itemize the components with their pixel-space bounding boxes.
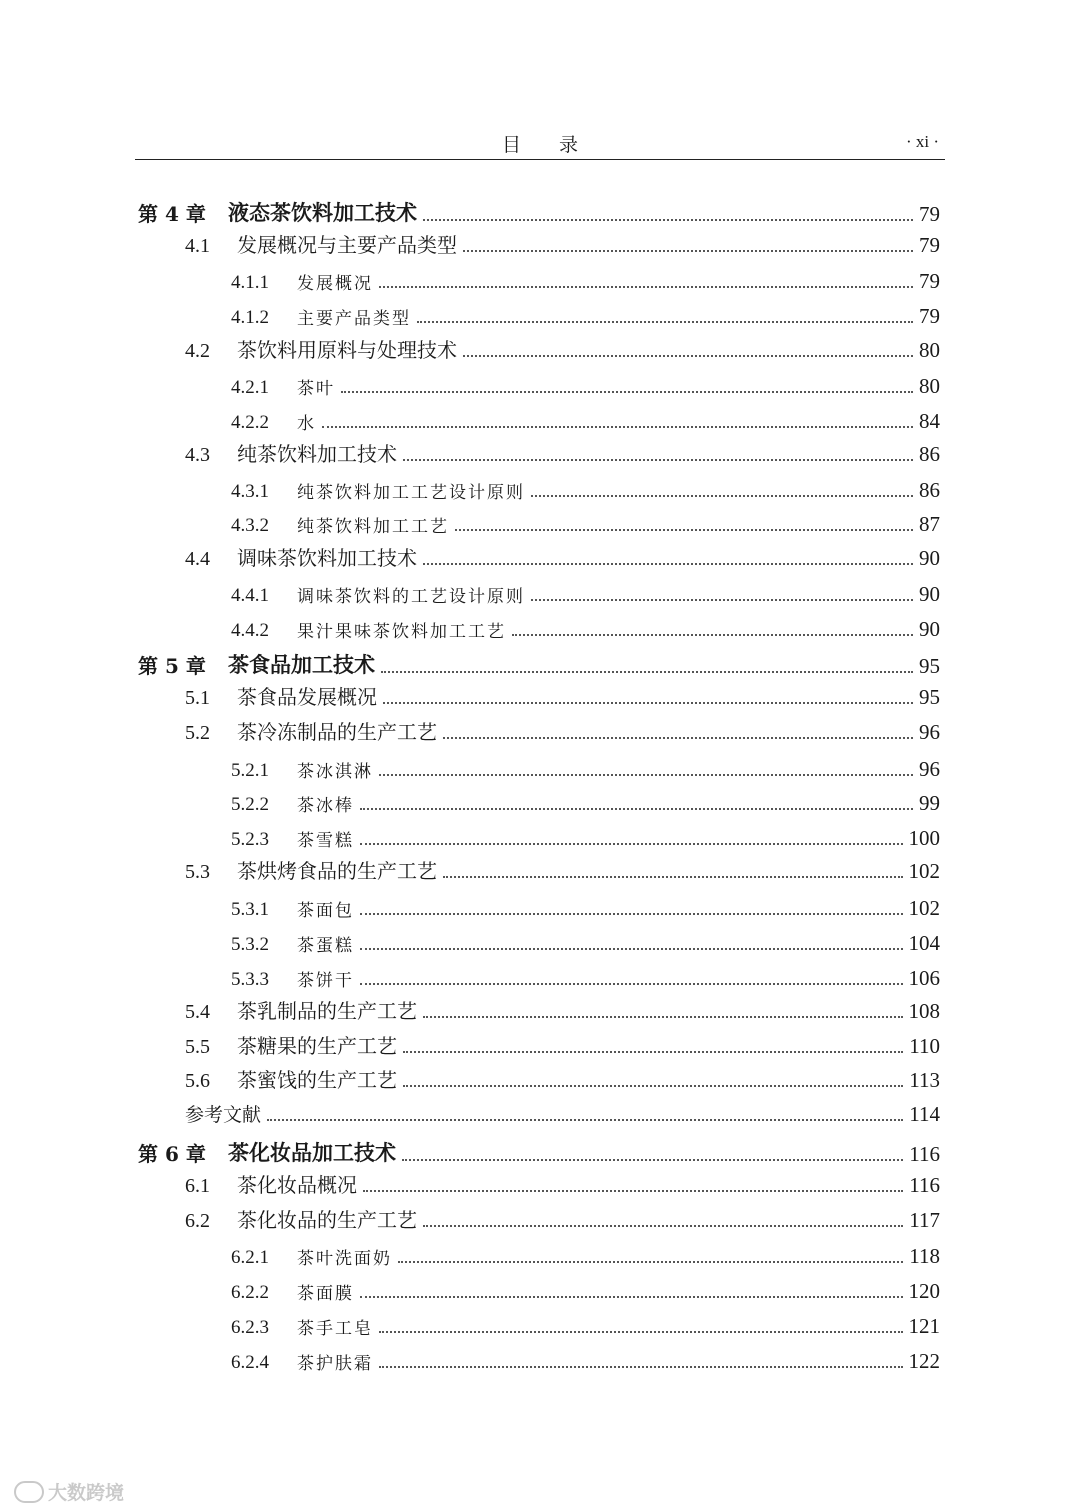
toc-entry-number: 第 6 章 — [138, 1142, 206, 1166]
toc-entry-title: 参考文献 — [185, 1104, 262, 1126]
toc-section-row[interactable] — [138, 1164, 940, 1198]
toc-entry-title: 纯茶饮料加工工艺设计原则 — [297, 483, 525, 503]
toc-entry-number: 5.3 — [185, 861, 210, 883]
toc-chapter-row[interactable] — [138, 193, 940, 227]
toc-page-number: 79 — [919, 202, 940, 226]
dot-leader — [379, 286, 913, 288]
toc-subsection-row[interactable] — [138, 957, 940, 991]
toc-page-number: 99 — [919, 791, 940, 815]
toc-subsection-row[interactable] — [138, 887, 940, 921]
toc-page-number: 104 — [908, 931, 940, 955]
toc-page-number: 79 — [919, 269, 940, 293]
toc-subsection-row[interactable] — [138, 260, 940, 294]
toc-section-row[interactable] — [138, 850, 940, 884]
toc-page-number: 110 — [909, 1034, 940, 1058]
toc-page-number: 116 — [909, 1173, 940, 1197]
dot-leader — [360, 843, 903, 845]
toc-subsection-row[interactable] — [138, 1270, 940, 1304]
toc-subsection-row[interactable] — [138, 608, 940, 642]
toc-entry-number: 第 4 章 — [138, 202, 206, 226]
dot-leader — [531, 495, 913, 497]
toc-entry-number: 4.3.1 — [231, 481, 269, 502]
toc-entry-number: 5.3.3 — [231, 969, 269, 990]
toc-page-number: 117 — [909, 1208, 940, 1232]
dot-leader — [360, 808, 913, 810]
dot-leader — [443, 737, 913, 739]
toc-entry-number: 第 5 章 — [138, 654, 206, 678]
toc-section-row[interactable] — [138, 676, 940, 710]
toc-entry-number: 4.2 — [185, 340, 210, 362]
toc-entry-number: 5.2.1 — [231, 760, 269, 781]
dot-leader — [322, 426, 913, 428]
dot-leader — [455, 529, 913, 531]
toc-page-number: 120 — [908, 1279, 940, 1303]
toc-entry-title: 茶化妆品概况 — [237, 1173, 357, 1197]
dot-leader — [267, 1119, 903, 1121]
toc-entry-title: 茶烘烤食品的生产工艺 — [237, 859, 437, 883]
toc-subsection-row[interactable] — [138, 503, 940, 537]
toc-page-number: 96 — [919, 720, 940, 744]
toc-page-number: 86 — [919, 478, 940, 502]
toc-entry-number: 5.4 — [185, 1001, 210, 1023]
toc-page-number: 116 — [909, 1142, 940, 1166]
toc-page-number: 90 — [919, 546, 940, 570]
header-rule — [135, 159, 945, 160]
dot-leader — [423, 1016, 903, 1018]
toc-entry-title: 果汁果味茶饮料加工工艺 — [297, 622, 506, 642]
toc-entry-title: 茶面膜 — [297, 1284, 354, 1304]
toc-entry-title: 液态茶饮料加工技术 — [228, 200, 417, 225]
toc-entry-number: 4.3 — [185, 444, 210, 466]
dot-leader — [531, 599, 913, 601]
toc-page-number: 79 — [919, 304, 940, 328]
dot-leader — [403, 459, 913, 461]
toc-section-row[interactable] — [138, 329, 940, 363]
toc-entry-title: 调味茶饮料加工技术 — [237, 546, 417, 570]
dot-leader — [463, 355, 913, 357]
toc-chapter-row[interactable] — [138, 1133, 940, 1167]
toc-page-number: 113 — [909, 1068, 940, 1092]
toc-section-row[interactable] — [138, 711, 940, 745]
toc-section-row[interactable] — [138, 990, 940, 1024]
dot-leader — [403, 1085, 903, 1087]
toc-page-number: 102 — [908, 859, 940, 883]
toc-entry-title: 茶饼干 — [297, 971, 354, 991]
toc-entry-title: 发展概况与主要产品类型 — [237, 233, 457, 257]
toc-page-number: 114 — [909, 1102, 940, 1126]
dot-leader — [443, 876, 903, 878]
dot-leader — [423, 563, 913, 565]
toc-entry-number: 5.6 — [185, 1070, 210, 1092]
dot-leader — [360, 948, 903, 950]
toc-entry-number: 4.2.2 — [231, 412, 269, 433]
toc-refs-row[interactable] — [138, 1093, 940, 1127]
dot-leader — [379, 1331, 903, 1333]
toc-page-number: 100 — [908, 826, 940, 850]
dot-leader — [381, 671, 913, 673]
toc-subsection-row[interactable] — [138, 1305, 940, 1339]
toc-page-number: 95 — [919, 654, 940, 678]
toc-entry-title: 茶蜜饯的生产工艺 — [237, 1068, 397, 1092]
toc-entry-title: 茶叶 — [297, 379, 335, 399]
toc-entry-title: 茶面包 — [297, 901, 354, 921]
toc-entry-number: 4.1.1 — [231, 272, 269, 293]
toc-entry-number: 5.3.1 — [231, 899, 269, 920]
toc-section-row[interactable] — [138, 1059, 940, 1093]
toc-page-number: 121 — [908, 1314, 940, 1338]
toc-entry-title: 茶饮料用原料与处理技术 — [237, 338, 457, 362]
toc-entry-title: 纯茶饮料加工技术 — [237, 442, 397, 466]
toc-section-row[interactable] — [138, 433, 940, 467]
toc-subsection-row[interactable] — [138, 1340, 940, 1374]
toc-entry-title: 茶食品发展概况 — [237, 685, 377, 709]
dot-leader — [363, 1190, 903, 1192]
toc-entry-number: 4.4.2 — [231, 620, 269, 641]
toc-subsection-row[interactable] — [138, 295, 940, 329]
dot-leader — [379, 1366, 903, 1368]
toc-subsection-row[interactable] — [138, 365, 940, 399]
toc-entry-number: 5.3.2 — [231, 934, 269, 955]
toc-entry-title: 茶叶洗面奶 — [297, 1249, 392, 1269]
toc-entry-number: 5.5 — [185, 1036, 210, 1058]
dot-leader — [403, 1051, 903, 1053]
toc-subsection-row[interactable] — [138, 573, 940, 607]
dot-leader — [417, 321, 913, 323]
toc-entry-title: 茶冷冻制品的生产工艺 — [237, 720, 437, 744]
toc-subsection-row[interactable] — [138, 922, 940, 956]
toc-chapter-row[interactable] — [138, 645, 940, 679]
toc-section-row[interactable] — [138, 1025, 940, 1059]
dot-leader — [402, 1159, 903, 1161]
toc-entry-title: 茶手工皂 — [297, 1319, 373, 1339]
toc-entry-number: 5.1 — [185, 687, 210, 709]
toc-page-number: 118 — [909, 1244, 940, 1268]
toc-page-number: 84 — [919, 409, 940, 433]
dot-leader — [341, 391, 913, 393]
dot-leader — [512, 634, 913, 636]
toc-entry-number: 6.1 — [185, 1175, 210, 1197]
toc-entry-number: 6.2.2 — [231, 1282, 269, 1303]
dot-leader — [379, 774, 913, 776]
toc-entry-number: 4.3.2 — [231, 515, 269, 536]
dot-leader — [383, 702, 913, 704]
toc-entry-title: 水 — [297, 414, 316, 434]
toc-entry-number: 6.2.1 — [231, 1247, 269, 1268]
toc-entry-number: 4.4 — [185, 548, 210, 570]
toc-entry-title: 茶雪糕 — [297, 831, 354, 851]
toc-entry-title: 茶乳制品的生产工艺 — [237, 999, 417, 1023]
toc-page-number: 80 — [919, 374, 940, 398]
toc-entry-number: 4.2.1 — [231, 377, 269, 398]
toc-entry-title: 主要产品类型 — [297, 309, 411, 329]
toc-page-number: 102 — [908, 896, 940, 920]
toc-section-row[interactable] — [138, 1199, 940, 1233]
toc-entry-title: 茶护肤霜 — [297, 1354, 373, 1374]
toc-entry-number: 5.2 — [185, 722, 210, 744]
toc-entry-number: 5.2.2 — [231, 794, 269, 815]
toc-entry-number: 6.2.3 — [231, 1317, 269, 1338]
toc-page-number: 95 — [919, 685, 940, 709]
toc-entry-number: 4.1.2 — [231, 307, 269, 328]
toc-subsection-row[interactable] — [138, 748, 940, 782]
dot-leader — [360, 1296, 903, 1298]
watermark — [14, 1478, 124, 1505]
toc-section-row[interactable] — [138, 537, 940, 571]
toc-page-number: 87 — [919, 512, 940, 536]
toc-page-number: 79 — [919, 233, 940, 257]
toc-entry-title: 茶食品加工技术 — [228, 652, 375, 677]
toc-entry-title: 茶糖果的生产工艺 — [237, 1034, 397, 1058]
toc-page-number: 96 — [919, 757, 940, 781]
toc-page-number: 106 — [908, 966, 940, 990]
toc-entry-title: 茶冰棒 — [297, 796, 354, 816]
toc-subsection-row[interactable] — [138, 1235, 940, 1269]
dot-leader — [423, 219, 913, 221]
toc-page-number: 90 — [919, 582, 940, 606]
toc-entry-title: 茶化妆品加工技术 — [228, 1140, 396, 1165]
toc-entry-title: 茶冰淇淋 — [297, 762, 373, 782]
toc-subsection-row[interactable] — [138, 400, 940, 434]
dot-leader — [360, 913, 903, 915]
toc-entry-title: 茶蛋糕 — [297, 936, 354, 956]
toc-entry-number: 4.1 — [185, 235, 210, 257]
dot-leader — [423, 1225, 903, 1227]
watermark-text: 大数跨境 — [48, 1482, 125, 1504]
toc-entry-title: 发展概况 — [297, 274, 373, 294]
dot-leader — [360, 983, 903, 985]
toc-section-row[interactable] — [138, 224, 940, 258]
watermark-logo-icon — [14, 1481, 44, 1503]
toc-entry-number: 5.2.3 — [231, 829, 269, 850]
toc-subsection-row[interactable] — [138, 817, 940, 851]
toc-entry-title: 调味茶饮料的工艺设计原则 — [297, 587, 525, 607]
page-marker: · xi · — [905, 132, 939, 151]
page-header — [135, 126, 945, 160]
toc-page-number: 80 — [919, 338, 940, 362]
toc-entry-number: 6.2.4 — [231, 1352, 269, 1373]
toc-page-number: 90 — [919, 617, 940, 641]
dot-leader — [463, 250, 913, 252]
dot-leader — [398, 1261, 903, 1263]
toc-subsection-row[interactable] — [138, 782, 940, 816]
toc-entry-number: 4.4.1 — [231, 585, 269, 606]
toc-page-number: 108 — [908, 999, 940, 1023]
toc-subsection-row[interactable] — [138, 469, 940, 503]
toc-entry-title: 茶化妆品的生产工艺 — [237, 1208, 417, 1232]
toc-page-number: 122 — [908, 1349, 940, 1373]
running-title: 目录 — [501, 134, 616, 156]
toc-entry-title: 纯茶饮料加工工艺 — [297, 517, 449, 537]
toc-entry-number: 6.2 — [185, 1210, 210, 1232]
toc-page-number: 86 — [919, 442, 940, 466]
